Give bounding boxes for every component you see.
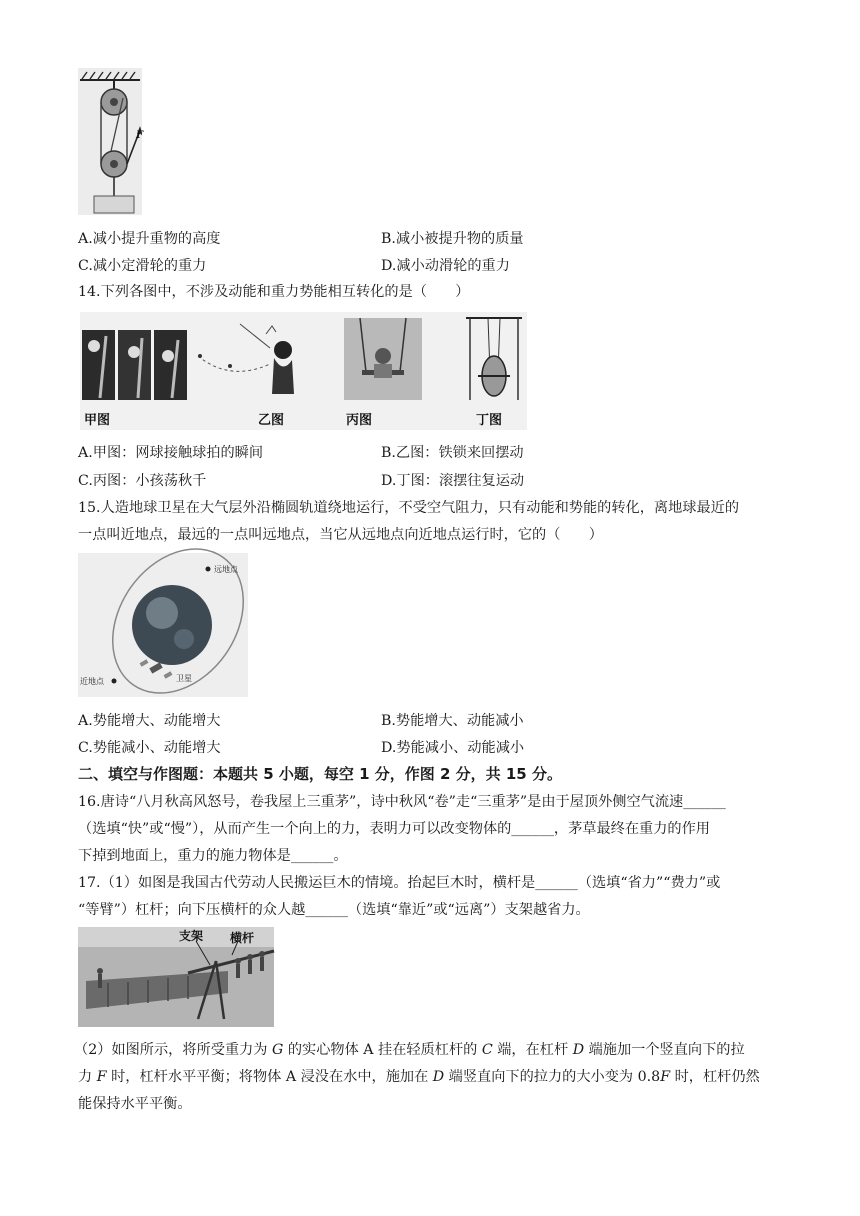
q16-line3: 下掉到地面上，重力的施力物体是______。 bbox=[78, 848, 348, 864]
q14-figure bbox=[80, 312, 527, 430]
caption-yi: 乙图 bbox=[258, 413, 285, 428]
q15-option-a: A.势能增大、动能增大 bbox=[78, 713, 221, 729]
force-label: F bbox=[136, 130, 144, 141]
q14-stem: 14.下列各图中，不涉及动能和重力势能相互转化的是（ ） bbox=[78, 284, 470, 300]
q17-part2-line2: 力 F 时，杠杆水平平衡；将物体 A 浸没在水中，施加在 D 端竖直向下的拉力的大小变为 0.8F 时，杠杆仍然 bbox=[78, 1069, 760, 1085]
q15-option-c: C.势能减小、动能增大 bbox=[78, 740, 221, 756]
q15-stem-line2: 一点叫近地点，最远的一点叫远地点，当它从远地点向近地点运行时，它的（ ） bbox=[78, 527, 603, 543]
satellite-label: 卫星 bbox=[176, 674, 192, 683]
q16-line2: （选填“快”或“慢”），从而产生一个向上的力，表明力可以改变物体的______，茅草最终在重力的作用 bbox=[78, 821, 710, 837]
q14-option-b: B.乙图：铁锁来回摆动 bbox=[381, 445, 524, 461]
q13-option-d: D.减小动滑轮的重力 bbox=[381, 258, 510, 274]
q13-option-a: A.减小提升重物的高度 bbox=[78, 231, 221, 247]
q14-option-a: A.甲图：网球接触球拍的瞬间 bbox=[78, 445, 264, 461]
q17-part2-line1: （2）如图所示，将所受重力为 G 的实心物体 A 挂在轻质杠杆的 C 端，在杠杆 D 端施加一个竖直向下的拉 bbox=[74, 1042, 745, 1058]
perigee-label: 近地点 bbox=[80, 677, 104, 686]
caption-jia: 甲图 bbox=[84, 413, 111, 428]
tennis-photos bbox=[82, 330, 187, 400]
q13-option-b: B.减小被提升物的质量 bbox=[381, 231, 524, 247]
q13-option-c: C.减小定滑轮的重力 bbox=[78, 258, 207, 274]
apogee-label: 远地点 bbox=[214, 565, 238, 574]
q17-line2: “等臂”）杠杆；向下压横杆的众人越______（选填“靠近”或“远离”）支架越省力。 bbox=[78, 902, 590, 918]
q15-option-d: D.势能减小、动能减小 bbox=[381, 740, 525, 756]
pulley-figure bbox=[78, 68, 142, 215]
q14-option-d: D.丁图：滚摆往复运动 bbox=[381, 473, 525, 489]
support-label: 支架 bbox=[179, 929, 204, 943]
caption-ding: 丁图 bbox=[476, 413, 503, 428]
q15-stem-line1: 15.人造地球卫星在大气层外沿椭圆轨道绕地运行，不受空气阻力，只有动能和势能的转化，离地球最近的 bbox=[78, 500, 740, 516]
log-lever-figure bbox=[78, 927, 274, 1027]
caption-bing: 丙图 bbox=[346, 413, 373, 428]
q17-part2-line3: 能保持水平平衡。 bbox=[78, 1096, 192, 1112]
bar-label: 横杆 bbox=[230, 931, 255, 945]
q16-line1: 16.唐诗“八月秋高风怒号，卷我屋上三重茅”，诗中秋风“卷”走“三重茅”是由于屋顶外侧空气流速______ bbox=[78, 794, 726, 810]
q14-option-c: C.丙图：小孩荡秋千 bbox=[78, 473, 207, 489]
q15-option-b: B.势能增大、动能减小 bbox=[381, 713, 524, 729]
section-heading: 二、填空与作图题：本题共 5 小题，每空 1 分，作图 2 分，共 15 分。 bbox=[78, 765, 562, 783]
q17-line1: 17.（1）如图是我国古代劳动人民搬运巨木的情境。抬起巨木时，横杆是______（选填“省力”“费力”或 bbox=[78, 875, 721, 891]
orbit-figure bbox=[78, 553, 248, 697]
